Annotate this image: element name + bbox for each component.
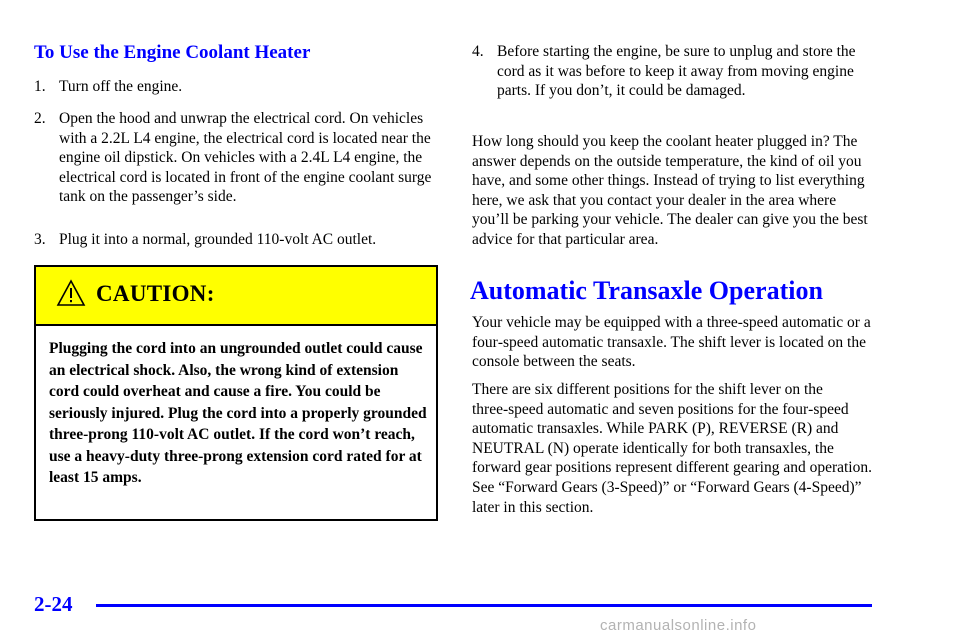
step-1: [34, 77, 442, 97]
caution-title: CAUTION:: [96, 281, 215, 306]
paragraph-shift-positions: There are six different positions for the shift lever on the three‑speed automatic and seven positions for the four‑speed automatic transaxles. While PARK (P), REVERSE (R) and NEUTRAL (N) operate identically for both transaxles, the forward gear positions represent different gearing and operation. See “Forward Gears (3‑Speed)” or “Forward Gears (4‑Speed)” later in this section.: [472, 381, 872, 516]
section-title-transaxle: Automatic Transaxle Operation: [470, 276, 823, 305]
step-number: 2.: [34, 110, 46, 127]
step-4: [472, 42, 872, 101]
step-number: 3.: [34, 231, 46, 248]
watermark: carmanualsonline.info: [600, 617, 757, 634]
caution-text: Plugging the cord into an ungrounded outlet could cause an electrical shock. Also, the wrong kind of extension cord could overheat and cause a fire. You could be seriously injured. Plug the cord into a properly grounded three‑prong 110‑volt AC outlet. If the cord won’t reach, use a heavy‑duty three‑prong extension cord rated for at least 15 amps.: [49, 340, 427, 486]
caution-header: [36, 267, 436, 326]
step-2: [34, 109, 442, 207]
step-number: 4.: [472, 43, 484, 60]
step-number: 1.: [34, 78, 46, 95]
step-text: Before starting the engine, be sure to unplug and store the cord as it was before to keep it away from moving engine parts. If you don’t, it could be damaged.: [497, 43, 856, 100]
footer-rule: [96, 604, 872, 607]
caution-box: [34, 265, 438, 521]
step-text: Turn off the engine.: [59, 78, 183, 95]
step-3: [34, 230, 442, 250]
paragraph-transaxle-intro: Your vehicle may be equipped with a three‑speed automatic or a four‑speed automatic transaxle. The shift lever is located on the console between the seats.: [472, 314, 871, 371]
subheading-coolant-heater: To Use the Engine Coolant Heater: [34, 42, 311, 63]
paragraph-plug-duration: How long should you keep the coolant heater plugged in? The answer depends on the outside temperature, the kind of oil you have, and some other things. Instead of trying to list everything here, we ask that you contact your dealer in the area where you’ll be parking your vehicle. The dealer can give you the best advice for that particular area.: [472, 133, 868, 248]
step-text: Plug it into a normal, grounded 110‑volt AC outlet.: [59, 231, 377, 248]
warning-triangle-icon: [56, 279, 86, 307]
step-text: Open the hood and unwrap the electrical cord. On vehicles with a 2.2L L4 engine, the electrical cord is located near the engine oil dipstick. On vehicles with a 2.4L L4 engine, the electrical cord is located in front of the engine coolant surge tank on the passenger’s side.: [59, 110, 432, 206]
page-number: 2-24: [34, 592, 73, 616]
